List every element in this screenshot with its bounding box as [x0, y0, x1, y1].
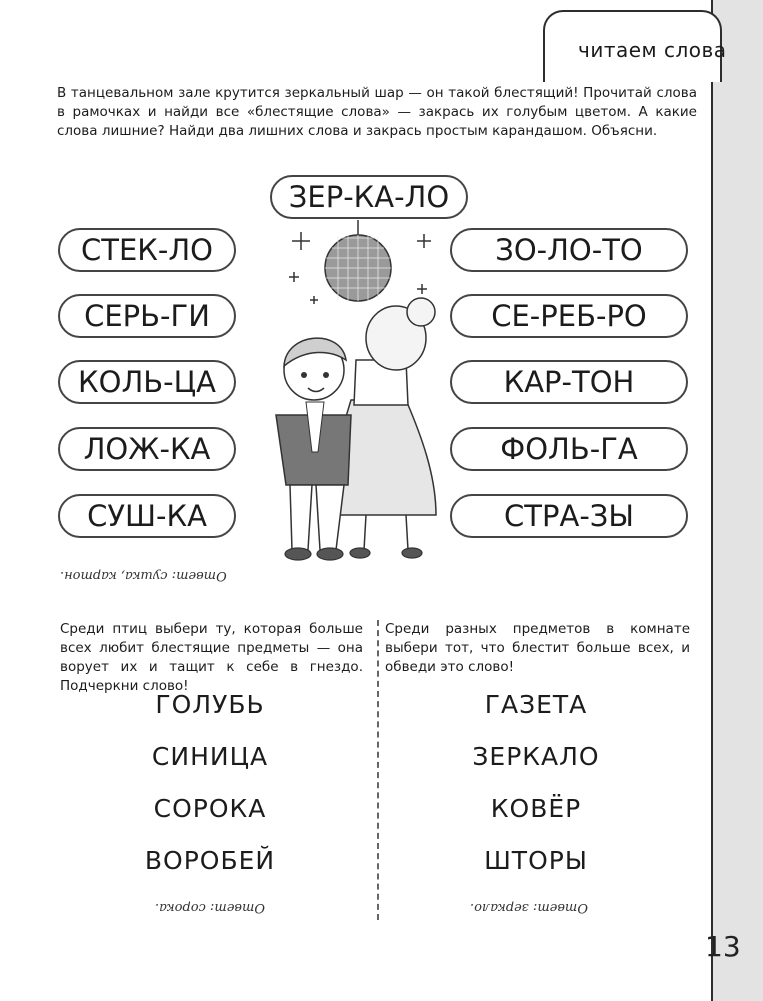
item-word[interactable]: ГАЗЕТА: [484, 690, 588, 719]
word-box-label: СЕ-РЕБ-РО: [491, 299, 647, 333]
word-box-right-3[interactable]: [450, 360, 688, 404]
word-box-left-4[interactable]: [58, 427, 236, 471]
item-word[interactable]: КОВЁР: [490, 794, 582, 823]
word-box-left-5[interactable]: [58, 494, 236, 538]
word-box-label: ЗО-ЛО-ТО: [495, 233, 643, 267]
item-word[interactable]: ЗЕРКАЛО: [472, 742, 600, 771]
word-box-left-3[interactable]: [58, 360, 236, 404]
word-box-label: СЕРЬ-ГИ: [84, 299, 210, 333]
word-box-top[interactable]: [270, 175, 468, 219]
word-box-label: КАР-ТОН: [503, 365, 635, 399]
disco-ball-icon: [325, 235, 391, 301]
word-box-label: СУШ-КА: [87, 499, 207, 533]
column-divider: [377, 620, 379, 920]
word-box-right-2[interactable]: [450, 294, 688, 338]
word-box-label: СТЕК-ЛО: [81, 233, 213, 267]
item-word[interactable]: ШТОРЫ: [484, 846, 588, 875]
word-box-label: ЛОЖ-КА: [83, 432, 211, 466]
word-box-right-1[interactable]: [450, 228, 688, 272]
bird-word[interactable]: ВОРОБЕЙ: [144, 846, 276, 875]
word-box-label: КОЛЬ-ЦА: [78, 365, 216, 399]
word-box-label: ЗЕР-КА-ЛО: [288, 180, 450, 214]
dancing-couple-illustration: [256, 220, 446, 580]
section-title: читаем слова: [578, 38, 727, 62]
word-box-label: СТРА-ЗЫ: [504, 499, 634, 533]
word-box-label: ФОЛЬ-ГА: [500, 432, 638, 466]
bird-word[interactable]: СИНИЦА: [151, 742, 269, 771]
bird-word[interactable]: СОРОКА: [153, 794, 267, 823]
answer-items: Ответ: зеркало.: [470, 900, 588, 915]
side-strip: [711, 0, 763, 1001]
bird-word[interactable]: ГОЛУБЬ: [155, 690, 265, 719]
word-box-right-4[interactable]: [450, 427, 688, 471]
word-box-left-2[interactable]: [58, 294, 236, 338]
answer-birds: Ответ: сорока.: [155, 900, 265, 915]
word-box-left-1[interactable]: [58, 228, 236, 272]
intro-text: В танцевальном зале крутится зеркальный шар — он такой блестящий! Прочитай слова в рамочках и найди все «блестящие слова» — закрась их голубым цветом. А какие слова лишние? Найди два лишних слова и закрась простым карандашом. Объясни.: [57, 85, 697, 139]
word-box-right-5[interactable]: [450, 494, 688, 538]
task-birds-text: Среди птиц выбери ту, которая больше всех любит блестящие предметы — она ворует их и тащит к себе в гнездо. Подчеркни слово!: [60, 621, 363, 694]
answer-1: Ответ: сушка, картон.: [60, 568, 227, 583]
page-number: 13: [705, 930, 741, 963]
task-items-text: Среди разных предметов в комнате выбери тот, что блестит больше всех, и обведи это слово!: [385, 621, 690, 675]
